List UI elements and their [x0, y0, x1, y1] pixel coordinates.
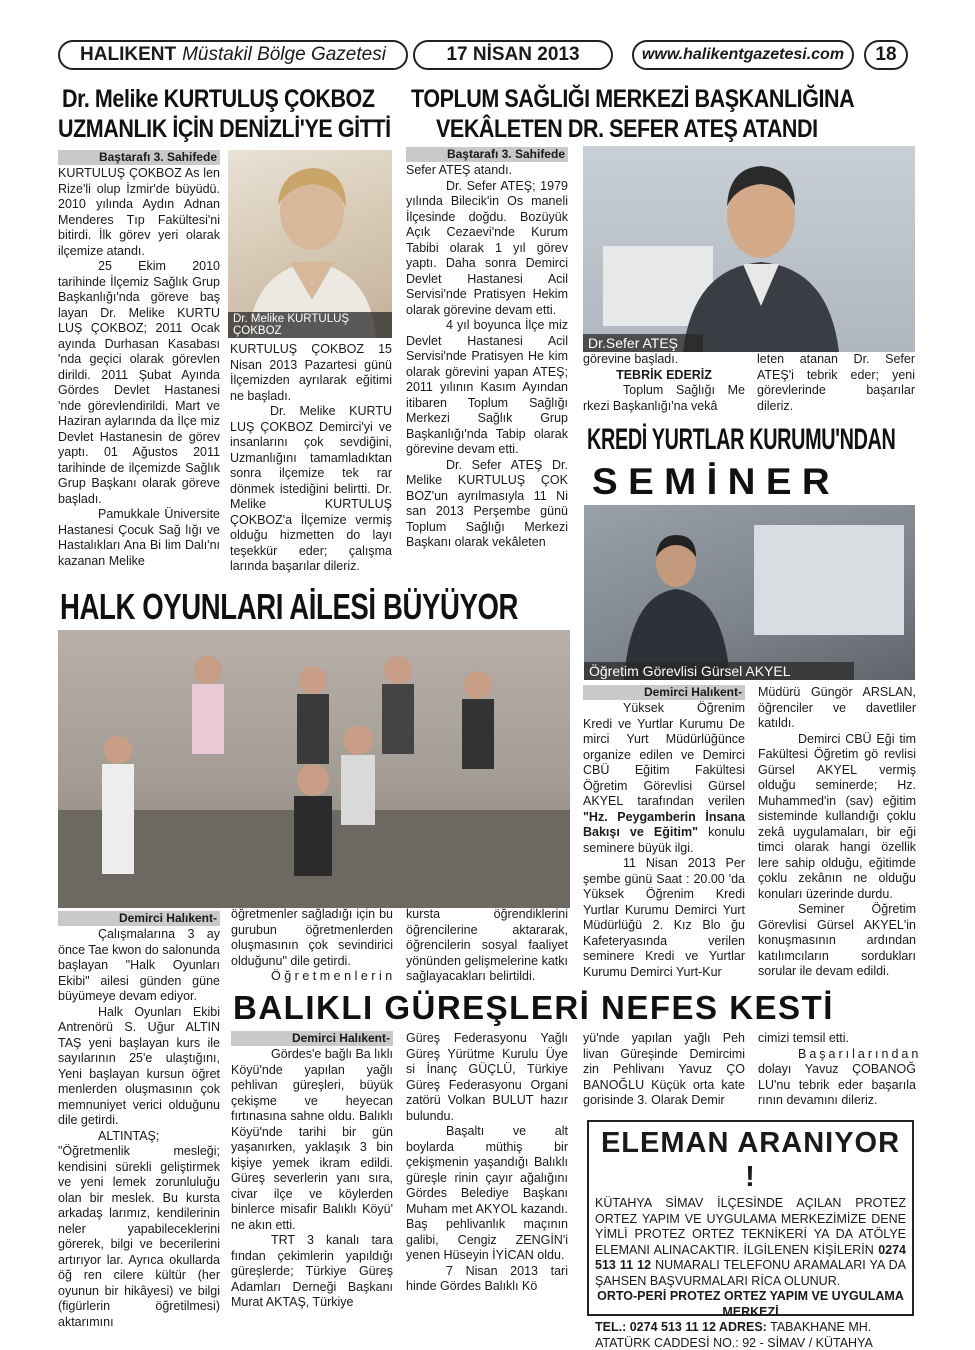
sefer-photo — [583, 146, 915, 352]
paper-subtitle: Müstakil Bölge Gazetesi — [182, 44, 386, 65]
job-ad-phone: 0274 513 11 12 — [595, 1242, 907, 1272]
article2-title-line2: VEKÂLETEN DR. SEFER ATEŞ ATANDI — [436, 115, 818, 143]
article3-title-line2: SEMİNER — [592, 461, 841, 502]
article5-column4: cimizi temsil etti. Başarılarından dolayı Yavuz ÇOBANOĞ LU'nu tebrik eder başarıla rının devamını dileriz. — [758, 1031, 922, 1107]
melike-photo-caption: Dr. Melike KURTULUŞ ÇOKBOZ — [228, 312, 392, 338]
article1-title-line1: Dr. Melike KURTULUŞ ÇOKBOZ — [62, 85, 375, 113]
article2-column1: Baştarafı 3. Sahifede Sefer ATEŞ atandı. Dr. Sefer ATEŞ; 1979 yılında Bilecik'in Os maneli İlçesinde doğdu. Bozüyük Açık Cezaevi'nde Kurum Tabibi olarak 1 yıl görev yaptı. Daha sonra Demirci Devlet Hastanesi Acil Servisi'nde Pratisyen Hekim olarak görevine devam etti. 4 yıl boyunca İlçe miz Devlet Hastanesi Acil Servisi'nde Pratisyen He kim olarak görevini yapan ATEŞ; 2011 yılının Kasım Ayından itibaren Toplum Sağlığı Merkezi Sağlık Grup Başkanlığı'nda Tabip olarak görevine devam etti. Dr. Sefer ATEŞ Dr. Melike KURTULUŞ ÇOK BOZ'un ayrılmasıyla 11 Ni san 2013 Perşembe günü Toplum Sağlığı Merkezi Başkanı olarak vekâleten — [406, 147, 568, 549]
lecture-illustration — [584, 505, 915, 680]
article3-column1: Demirci Halıkent- Yüksek Öğrenim Kredi ve Yurtlar Kurumu De mirci Yurt Müdürlüğünce organize edilen ve Demirci CBÜ Eğitim Fakültesi Öğretim Görevlisi Gürsel AKYEL tarafından verilen "Hz. Peygamberin İnsana Bakışı ve Eğitim" konulu seminere büyük ilgi. 11 Nisan 2013 Per şembe günü Saat : 20.00 'da Yüksek Öğrenim Kredi Yurtlar Kurumu Demirci Yurt Müdürlüğü 2. Kız Blo ğu Kafeteryasında verilen seminere Kredi ve Yurtlar Kurumu Demirci Yurt-Kur — [583, 685, 745, 979]
melike-photo — [228, 150, 392, 338]
seminer-photo-caption: Öğretim Görevlisi Gürsel AKYEL — [584, 662, 854, 680]
job-ad-company: ORTO-PERİ PROTEZ ORTEZ YAPIM VE UYGULAMA MERKEZİ — [597, 1289, 904, 1319]
halk-oyunlari-photo — [58, 630, 570, 908]
paper-name: HALIKENT — [80, 44, 177, 65]
seminar-topic: "Hz. Peygamberin İnsana Bakışı ve Eğitim" — [583, 809, 745, 839]
article1-title-line2: UZMANLIK İÇİN DENİZLİ'YE GİTTİ — [58, 115, 391, 143]
article2-title-line1: TOPLUM SAĞLIĞI MERKEZİ BAŞKANLIĞINA — [411, 85, 855, 113]
article4-column2: öğretmenler sağladığı için bu gurubun öğretmenlerden oluşmasının çok sevindirici olduğunu" dile getirdi. Öğretmenlerin — [231, 907, 396, 983]
article4-title: HALK OYUNLARI AİLESİ BÜYÜYOR — [60, 586, 518, 627]
article5-column3: yü'nde yapılan yağlı Peh livan Güreşinde Demircimi zin Pehlivanı Yavuz ÇO BANOĞLU Küçük orta kate gorisinde 3. Olarak Demir — [583, 1031, 745, 1107]
article1-column1: Baştarafı 3. Sahifede KURTULUŞ ÇOKBOZ As len Rize'li olup İzmir'de büyüdü. 2010 yılında Aydın Adnan Menderes Tıp Fakültesi'ni bitirdi. İlk görev yeri olarak ilçemize atandı. 25 Ekim 2010 tarihinde İlçemiz Sağlık Grup Başkanlığı'nda göreve baş layan Dr. Melike KURTU LUŞ ÇOKBOZ; 2011 Ocak ayında Durhasan Kasabası 'nda geçici olarak görevlen dirildi. 2011 Şubat Ayında Gördes Devlet Hastanesi 'nde görevlendirildi. Mart ve Haziran aylarında da İlçe miz Devlet Hastanesin de görev yaptı. 01 Ağustos 2011 tarihinde de ilçemizde Sağlık Grup Başkanı olarak göreve başladı. Pamukkale Üniversite Hastanesi Çocuk Sağ lığı ve Hastalıkları Ana Bi lim Dalı'nı kazanan Melike — [58, 150, 220, 568]
portrait-illustration — [228, 150, 392, 338]
job-ad-box — [587, 1120, 914, 1350]
article4-source-tag: Demirci Halıkent- — [58, 911, 220, 926]
seminer-photo — [584, 505, 915, 680]
article5-column2: Güreş Federasyonu Yağlı Güreş Yürütme Kurulu Üye si İnanç GÜÇLÜ, Türkiye Güreş Federasyonu Organi zatörü Volkan BULUT hazır bulundu. Başaltı ve alt boylarda müthiş bir çekişmenin yaşandığı Balıklı güreşle rinin çayır ağalığını Gördes Belediye Başkanı Muham met AKYOL kazandı. Baş pehlivanlık maçının galibi, Cengiz ZENGİN'i yenen Hüseyin İYİCAN oldu. 7 Nisan 2013 tari hinde Gördes Balıklı Kö — [406, 1031, 568, 1293]
issue-date: 17 NİSAN 2013 — [413, 40, 613, 70]
job-ad-title: ELEMAN ARANIYOR ! — [600, 1127, 901, 1193]
sefer-photo-caption: Dr.Sefer ATEŞ — [583, 334, 703, 352]
portrait-illustration — [583, 146, 915, 352]
page-number: 18 — [864, 40, 908, 70]
article3-title-line1: KREDİ YURTLAR KURUMU'NDAN — [587, 423, 896, 456]
article4-column3: kursta öğrendiklerini öğrencilerine aktararak, öğrencilerin sosyal faaliyet yönünden gelişmelerine katkı sağlayacakları belirtildi. — [406, 907, 568, 983]
masthead — [58, 40, 408, 70]
article3-column2: Müdürü Güngör ARSLAN, öğrenciler ve davetliler katıldı. Demirci CBÜ Eği tim Fakültesi Öğretim gö revlisi Gürsel AKYEL vermiş olduğu seminerde; Hz. Muhammed'in (sav) eğitim sisteminde kullandığı çoklu zekâ uygulamaları, bir eği timci olarak hangi özellik lere sahip olduğu, eğitimde çoklu zekânın ne olduğu konuları üzerinde durdu. Seminer Öğretim Görevlisi Gürsel AKYEL'in konuşmasının ardından katılımcıların sordukları sorular ile devam edildi. — [758, 685, 916, 978]
job-ad-body: KÜTAHYA SİMAV İLÇESİNDE AÇILAN PROTEZ ORTEZ YAPIM VE UYGULAMA MERKEZİMİZE DENE YİMLİ PROTEZ ORTEZ TEKNİKERİ YA DA ATÖLYE ELEMANI ALINACAKTIR. İLGİLENEN KİŞİLERİN 0274 513 11 12 NUMARALI TELEFONU ARAMALARI YA DA ŞAHSEN BAŞVURMALARI RİCA OLUNUR. — [595, 1196, 907, 1288]
article2-column2: görevine başladı. TEBRİK EDERİZ Toplum Sağlığı Me rkezi Başkanlığı'na vekâ — [583, 352, 745, 413]
article5-column1: Demirci Halıkent- Gördes'e bağlı Ba lıklı Köyü'nde yapılan yağlı pehlivan güreşleri, büyük çekişme ve heyecan fırtınasına sahne oldu. Balıklı Köyü'nde tarihi bir gün yaşanırken, yaklaşık 3 bin kişiye yemek ikram edildi. Güreş severlerin yanı sıra, civar ilçe ve köylerden binlerce misafir Balıklı Köyü' ne akın etti. TRT 3 kanalı tara fından çekimlerin yapıldığı güreşlerde; Türkiye Güreş Adamları Derneği Başkanı Murat AKTAŞ, Türkiye — [231, 1031, 393, 1309]
article2-column3: leten atanan Dr. Sefer ATEŞ'i tebrik eder; yeni görevlerinde başarılar dileriz. — [757, 352, 915, 413]
dance-group-illustration — [58, 630, 570, 908]
website-link[interactable]: www.halikentgazetesi.com — [632, 40, 854, 70]
article5-title: BALIKLI GÜREŞLERİ NEFES KESTİ — [233, 989, 834, 1026]
article1-column2: KURTULUŞ ÇOKBOZ 15 Nisan 2013 Pazartesi günü İlçemizden ayrılarak eğitimi ne başladı. Dr. Melike KURTU LUŞ ÇOKBOZ Demirci'yi ve insanlarını çok sevdiğini, Uzmanlığını tamamladıktan sonra ilçemize tek rar dönmek istediğini belirtti. Dr. Melike KURTULUŞ ÇOKBOZ'a İlçemize vermiş olduğu hizmetten do layı teşekkür eder; çalışma larında başarılar dileriz. — [230, 342, 392, 573]
article2-continued-tag: Baştarafı 3. Sahifede — [406, 147, 568, 162]
article5-source-tag: Demirci Halıkent- — [231, 1031, 393, 1046]
congrats-heading: TEBRİK EDERİZ — [616, 367, 712, 382]
article4-column1: Demirci Halıkent- Çalışmalarına 3 ay önce Tae kwon do salonunda başlayan "Halk Oyunları Ekibi" ailesi günden güne büyümeye devam ediyor. Halk Oyunları Ekibi Antrenörü S. Uğur ALTIN TAŞ yeni başlayan kurs ile sayılarının 25'e ulaştığını, Yeni başlayan kursun öğret menlerden oluşmasının çok memnuniyet verici olduğunu dile getirdi. ALTINTAŞ; "Öğretmenlik mesleği; kendisini sürekli geliştirmek ve yeni lemek zorunluluğu olan bir meslek. Bu kursta arkadaş larımız, kendilerinin neler yapabileceklerini görerek, bilgi ve becerilerini artırıyor lar. Ayrıca okullarda öğ ren cilere kültür (her oyunun bir hikâyesi) ve bilgi (figürlerin öğretilmesi) aktarımını — [58, 911, 220, 1329]
article1-continued-tag: Baştarafı 3. Sahifede — [58, 150, 220, 165]
article3-source-tag: Demirci Halıkent- — [583, 685, 745, 700]
job-ad-contact: TEL.: 0274 513 11 12 ADRES: TABAKHANE MH. ATATÜRK CADDESİ NO.: 92 - SİMAV / KÜTAHYA — [595, 1320, 873, 1350]
